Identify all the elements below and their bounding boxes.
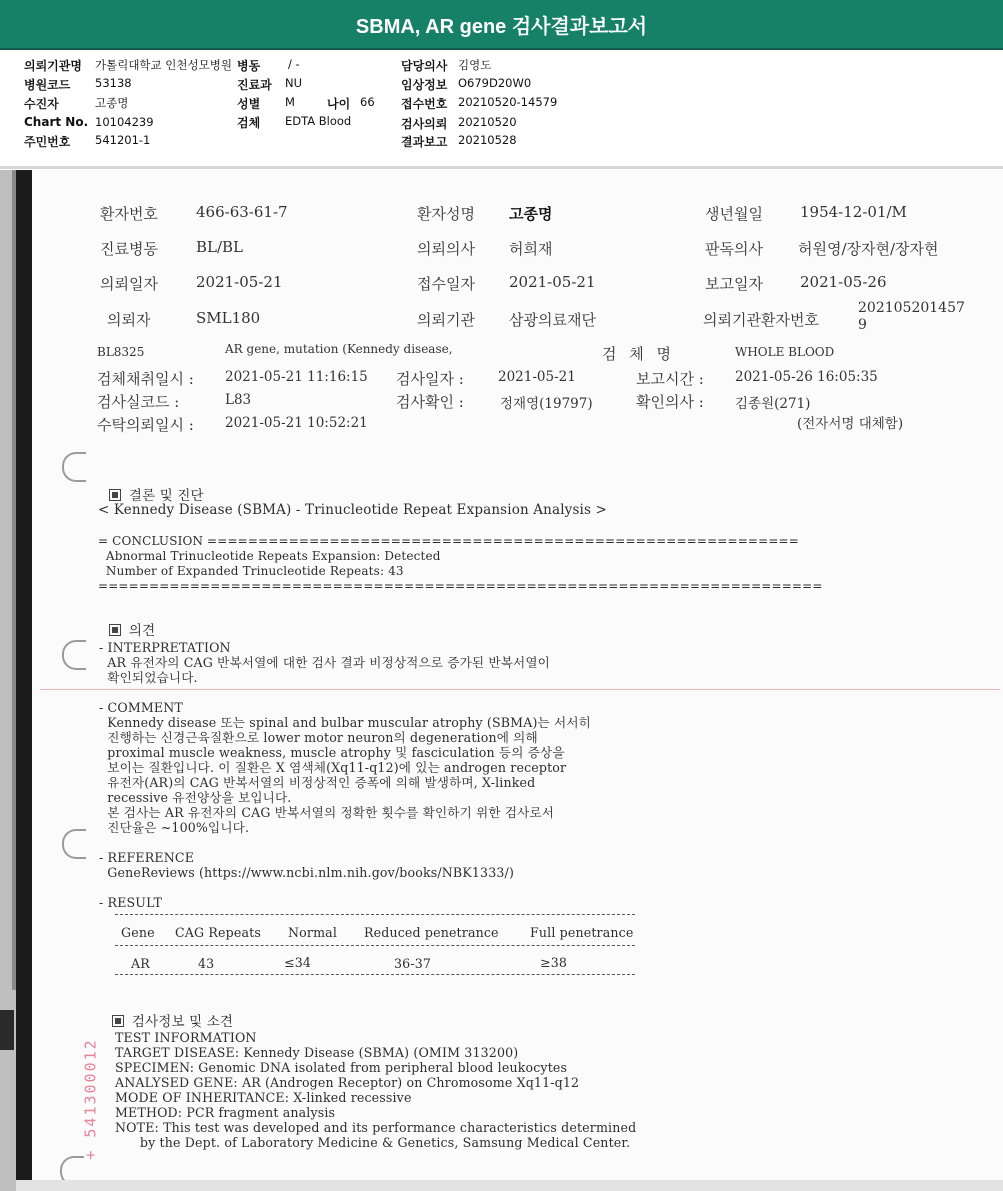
table-rule [115,974,635,975]
lab-value: L83 [225,392,252,408]
patient-label: 보고일자 [705,275,763,293]
hdr-value: 66 [360,95,375,109]
patient-label: 환자번호 [100,205,158,223]
patient-value: SML180 [196,309,261,327]
table-header: Full penetrance [530,925,634,940]
hdr-value: 20210520 [458,115,517,129]
hdr-label: 검사의뢰 [401,117,448,131]
hdr-value: 10104239 [95,115,154,129]
patient-label: 판독의사 [705,240,763,258]
testdate-value: 2021-05-21 [498,369,576,385]
viewer-bottom-bar [16,1180,1003,1191]
hdr-label: Chart No. [24,115,89,129]
scrollbar-marker [0,1010,14,1050]
table-cell: 36-37 [394,956,432,971]
hdr-label: 임상정보 [401,78,448,92]
punch-hole-icon [62,452,86,482]
collect-value: 2021-05-21 11:16:15 [225,369,368,385]
hdr-label: 수진자 [24,97,59,111]
test-subtitle: < Kennedy Disease (SBMA) - Trinucleotide Repeat Expansion Analysis > [98,502,607,518]
hdr-label: 진료과 [237,78,272,92]
confirm-value: 정재영(19797) [500,396,593,412]
hdr-label: 결과보고 [401,135,448,149]
report-title: SBMA, AR gene 검사결과보고서 [0,0,1003,50]
testdate-label: 검사일자 : [396,370,464,388]
entrust-value: 2021-05-21 10:52:21 [225,415,368,431]
conclusion-heading: 결론 및 진단 [100,474,204,504]
hdr-value: / - [288,57,300,71]
result-heading: - RESULT [99,895,163,910]
reporttime-label: 보고시간 : [636,370,704,388]
hdr-value: EDTA Blood [285,114,352,128]
patient-label: 의뢰의사 [417,240,475,258]
patient-label: 생년월일 [705,205,763,223]
collect-label: 검체채취일시 : [97,370,194,388]
patient-label: 의뢰기관 [417,311,475,329]
checkbox-square-icon [112,1015,124,1027]
doctor-value: 김종원(271) [735,396,811,412]
table-rule [115,914,635,915]
test-information-block: TEST INFORMATION TARGET DISEASE: Kennedy Disease (SBMA) (OMIM 313200) SPECIMEN: Genomic DNA isolated from peripheral blood leukocytes ANALYSED GENE: AR (Androgen Receptor) on Chromosome Xq11-q12 MODE OF INHERITANCE: X-linked recessive METHOD: PCR fragment analysis NOTE: This test was developed and its performance characteristics determined by the Dept. of Laboratory Medicine & Genetics, Samsung Medical Center. [115,1030,637,1150]
hdr-value: 고종명 [95,96,129,110]
checkbox-square-icon [109,624,121,636]
request-header [0,50,1003,168]
patient-value: 허희재 [509,240,553,258]
patient-value: 2021-05-21 [509,273,596,291]
specimen-value: WHOLE BLOOD [735,345,835,359]
hdr-value: NU [285,76,303,90]
test-name: AR gene, mutation (Kennedy disease, [225,342,453,356]
hdr-label: 나이 [327,97,351,111]
punch-hole-icon [62,640,86,670]
table-rule [115,945,635,946]
table-cell: ≥38 [540,955,568,970]
patient-name: 고종명 [509,205,553,223]
test-code: BL8325 [97,345,145,359]
hdr-value: 김영도 [458,58,492,72]
patient-label: 의뢰일자 [100,275,158,293]
patient-value: 허원영/장자현/장자현 [798,240,939,258]
patient-label: 환자성명 [417,205,475,223]
hdr-value: 541201-1 [95,133,151,147]
patient-label: 진료병동 [100,240,158,258]
hdr-label: 담당의사 [401,59,448,73]
table-header: Gene [121,925,155,940]
table-cell: ≤34 [284,955,312,970]
table-header: Reduced penetrance [364,925,499,940]
doctor-label: 확인의사 : [636,393,704,411]
patient-value: 1954-12-01/M [800,203,907,221]
entrust-label: 수탁의뢰일시 : [97,416,194,434]
patient-value: 466-63-61-7 [196,203,288,221]
table-cell: 43 [198,956,215,971]
opinion-heading: 의견 [100,609,155,639]
patient-value: 202105201457 [858,300,965,316]
scan-line [40,689,1000,690]
info-heading: 검사정보 및 소견 [103,1000,233,1030]
reporttime-value: 2021-05-26 16:05:35 [735,369,878,385]
esign-note: (전자서명 대체함) [797,416,904,432]
comment-block: - COMMENT Kennedy disease 또는 spinal and bulbar muscular atrophy (SBMA)는 서서히 진행하는 신경근육질환으로 lower motor neuron의 degeneration에 의해 proximal muscle weakness, muscle atrophy 및 fasciculation 등의 증상을 보이는 질환입니다. 이 질환은 X 염색체(Xq11-q12)에 있는 androgen receptor 유전자(AR)의 CAG 반복서열의 비정상적인 증폭에 의해 발생하며, X-linked recessive 유전양상을 보입니다. 본 검사는 AR 유전자의 CAG 반복서열의 정확한 횟수를 확인하기 위한 검사로서 진단율은 ~100%입니다. [99,700,591,835]
hdr-label: 의뢰기관명 [24,59,82,73]
checkbox-square-icon [109,489,121,501]
hdr-value: 53138 [95,76,132,90]
confirm-label: 검사확인 : [396,393,464,411]
hdr-value: 20210528 [458,133,517,147]
reference-block: - REFERENCE GeneReviews (https://www.ncbi.nlm.nih.gov/books/NBK1333/) [99,850,515,880]
patient-label: 의뢰기관환자번호 [703,311,819,329]
hdr-value: M [285,95,295,109]
patient-value: BL/BL [196,238,244,256]
hdr-label: 검체 [237,116,261,130]
conclusion-block: = CONCLUSION ========================================================== Abnormal Trinucleotide Repeats Expansion: Detected Number of Expanded Trinucleotide Repeats: 43 ======================================================================= [98,534,823,593]
hdr-value: O679D20W0 [458,76,532,90]
hdr-value: 가톨릭대학교 인천성모병원 [95,58,232,72]
hdr-label: 접수번호 [401,97,448,111]
patient-label: 의뢰자 [107,311,151,329]
patient-label: 접수일자 [417,275,475,293]
hdr-value: 20210520-14579 [458,95,558,109]
lab-label: 검사실코드 : [97,393,180,411]
hdr-label: 병원코드 [24,78,71,92]
hdr-label: 성별 [237,97,261,111]
punch-hole-icon [62,829,86,859]
interpretation-block: - INTERPRETATION AR 유전자의 CAG 반복서열에 대한 검사 결과 비정상적으로 증가된 반복서열이 확인되었습니다. [99,640,550,685]
patient-value: 삼광의료재단 [509,311,596,329]
patient-value: 2021-05-21 [196,273,283,291]
hdr-label: 주민번호 [24,135,71,149]
patient-value: 9 [858,317,867,333]
patient-value: 2021-05-26 [800,273,887,291]
header-divider [0,166,1003,169]
table-header: CAG Repeats [175,925,261,940]
specimen-label: 검 체 명 [602,345,676,363]
table-header: Normal [288,925,337,940]
table-cell: AR [131,956,150,971]
hdr-label: 병동 [237,59,261,73]
side-serial-stamp: + 541300012 [81,1038,100,1160]
